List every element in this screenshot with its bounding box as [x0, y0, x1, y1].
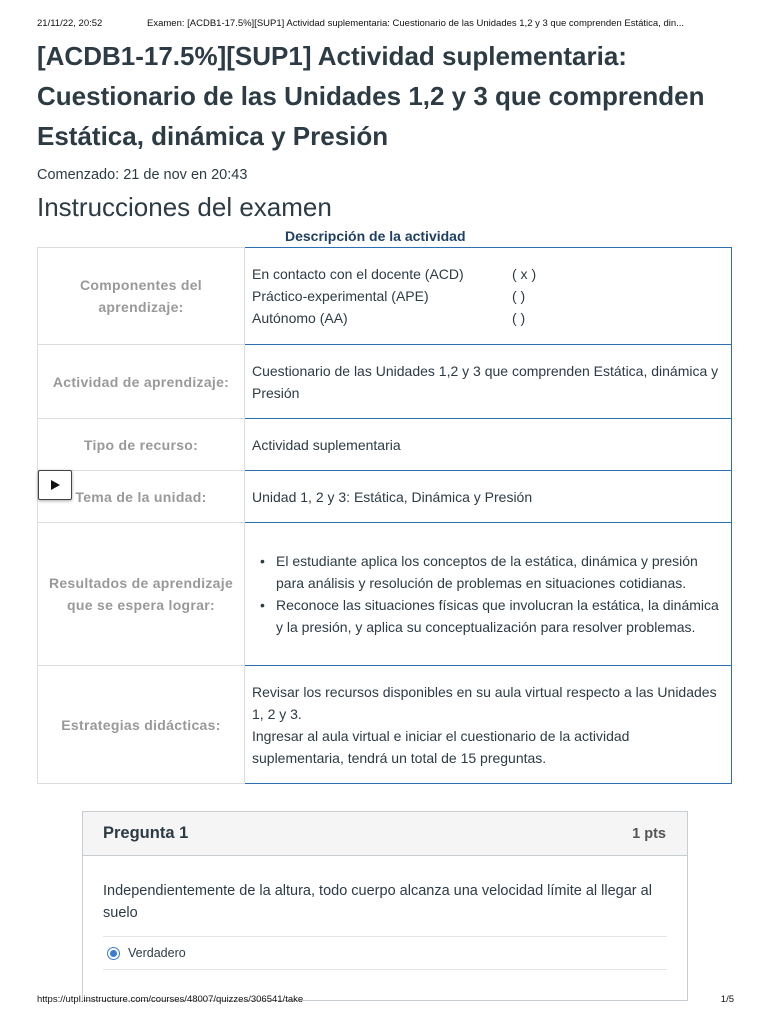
- print-header: [0, 0, 768, 34]
- answer-option[interactable]: [103, 936, 667, 970]
- table-row: [38, 419, 732, 471]
- description-caption: Descripción de la actividad: [285, 228, 466, 244]
- quiz-started-time: Comenzado: 21 de nov en 20:43: [37, 167, 248, 183]
- print-doc-title: Examen: [ACDB1-17.5%][SUP1] Actividad suplementaria: Cuestionario de las Unidades 1,2 y 3 que comprenden Estática, din...: [147, 18, 685, 29]
- table-row: [38, 471, 732, 523]
- row-label: Componentes del aprendizaje:: [38, 248, 245, 345]
- list-item: • Reconoce las situaciones físicas que involucran la estática, la dinámica y la presión, y aplica su conceptualización para resolver problemas.: [252, 594, 725, 638]
- radio-selected-dot: [110, 950, 117, 957]
- table-row: [38, 523, 732, 666]
- row-value: Unidad 1, 2 y 3: Estática, Dinámica y Presión: [245, 471, 732, 523]
- row-value: Cuestionario de las Unidades 1,2 y 3 que comprenden Estática, dinámica y Presión: [245, 345, 732, 419]
- row-value-components: [245, 248, 732, 345]
- play-icon: [50, 480, 60, 490]
- question-card: [82, 811, 688, 1001]
- list-item: • El estudiante aplica los conceptos de la estática, dinámica y presión para análisis y resolución de problemas en situaciones cotidianas.: [252, 550, 725, 594]
- component-line: Autónomo (AA) ( ): [252, 310, 526, 326]
- radio-button[interactable]: [107, 947, 120, 960]
- row-value-results: [245, 523, 732, 666]
- row-value: Actividad suplementaria: [245, 419, 732, 471]
- results-list: [252, 550, 725, 638]
- activity-description-table: [37, 247, 732, 784]
- row-value-strategies: [245, 666, 732, 784]
- row-label: Tipo de recurso:: [38, 419, 245, 471]
- question-points: 1 pts: [632, 825, 666, 842]
- strategy-line: Ingresar al aula virtual e iniciar el cuestionario de la actividad suplementaria, tendrá un total de 15 preguntas.: [252, 727, 630, 766]
- component-line: En contacto con el docente (ACD) ( x ): [252, 266, 537, 282]
- row-label: Tema de la unidad:: [38, 471, 245, 523]
- quiz-content: [37, 34, 737, 224]
- question-text: Independientemente de la altura, todo cuerpo alcanza una velocidad límite al llegar al suelo: [103, 883, 652, 921]
- answer-label[interactable]: Verdadero: [128, 946, 186, 960]
- instructions-heading: Instrucciones del examen: [37, 192, 332, 222]
- component-line: Práctico-experimental (APE) ( ): [252, 288, 526, 304]
- print-footer: [0, 992, 768, 1012]
- play-button[interactable]: [38, 470, 72, 500]
- row-label: Actividad de aprendizaje:: [38, 345, 245, 419]
- question-name: Pregunta 1: [103, 824, 189, 842]
- table-row: [38, 666, 732, 784]
- print-url: https://utpl.instructure.com/courses/48007/quizzes/306541/take: [37, 994, 304, 1005]
- row-label: Estrategias didácticas:: [38, 666, 245, 784]
- table-row: [38, 248, 732, 345]
- table-row: [38, 345, 732, 419]
- row-label: Resultados de aprendizaje que se espera lograr:: [38, 523, 245, 666]
- quiz-title: [ACDB1-17.5%][SUP1] Actividad suplementaria: Cuestionario de las Unidades 1,2 y 3 que comprenden Estática, dinámica y Presión: [37, 41, 705, 151]
- print-page-number: 1/5: [720, 994, 734, 1005]
- question-header: [83, 812, 687, 856]
- strategy-line: Revisar los recursos disponibles en su aula virtual respecto a las Unidades 1, 2 y 3.: [252, 683, 717, 722]
- print-date: 21/11/22, 20:52: [37, 18, 103, 29]
